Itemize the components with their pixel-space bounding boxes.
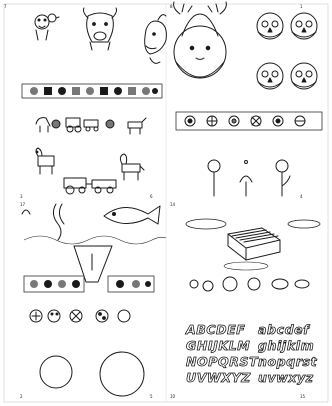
tractor-icon bbox=[64, 178, 116, 194]
page-number: 6 bbox=[150, 194, 153, 199]
wave-line bbox=[24, 236, 166, 244]
uppercase-row: GHIJKLM bbox=[186, 338, 251, 353]
lowercase-row: abcdef bbox=[258, 322, 310, 337]
alphabet-panel bbox=[170, 4, 318, 399]
fish-icon bbox=[104, 206, 160, 224]
page-number: 15 bbox=[300, 394, 306, 399]
picture-strip bbox=[30, 87, 158, 95]
mini-strip bbox=[30, 280, 80, 288]
uppercase-row: NOPQRST bbox=[186, 354, 259, 369]
ball-row bbox=[30, 310, 130, 322]
fruit-row bbox=[190, 277, 309, 291]
page-number: 4 bbox=[300, 194, 303, 199]
owl-grid bbox=[257, 13, 317, 89]
uppercase-row: ABCDEF bbox=[186, 322, 246, 337]
page-number: 5 bbox=[150, 394, 153, 399]
flowers-panel bbox=[208, 160, 290, 196]
page-number: 10 bbox=[170, 394, 176, 399]
fish-scene-panel bbox=[20, 202, 166, 292]
cow-face-icon bbox=[84, 8, 117, 50]
pond-outline bbox=[288, 220, 320, 228]
farm-panel bbox=[20, 148, 153, 199]
calf-icon bbox=[36, 148, 54, 174]
bud-icon bbox=[240, 161, 252, 197]
lowercase-row: ghijklm bbox=[258, 338, 315, 353]
tulip-icon bbox=[208, 160, 220, 196]
page-number: 14 bbox=[170, 202, 176, 207]
balls-panel bbox=[20, 310, 153, 399]
flower-strip bbox=[185, 116, 305, 126]
animal-row bbox=[36, 118, 146, 134]
page-number: 3 bbox=[20, 194, 23, 199]
daisy-icon bbox=[276, 160, 290, 196]
creatures-panel bbox=[4, 4, 166, 134]
moose-icon bbox=[174, 2, 227, 78]
page-number: 2 bbox=[20, 394, 23, 399]
large-circle bbox=[40, 356, 72, 388]
dog-head-icon bbox=[145, 15, 167, 64]
page-number: 17 bbox=[20, 202, 26, 207]
lowercase-row: nopqrst bbox=[258, 354, 318, 369]
mini-strip bbox=[116, 280, 151, 288]
moose-panel bbox=[170, 2, 322, 130]
page-number: 1 bbox=[300, 4, 303, 9]
page-number: 8 bbox=[170, 4, 173, 9]
horse-icon bbox=[120, 154, 144, 180]
large-circle bbox=[100, 352, 144, 396]
seaweed-icon bbox=[22, 204, 64, 240]
pool-box-icon bbox=[228, 228, 280, 260]
bird-icon bbox=[35, 15, 49, 40]
pond-outline bbox=[186, 219, 226, 229]
pool-panel bbox=[170, 202, 320, 291]
uppercase-row: UVWXYZ bbox=[186, 370, 251, 385]
funnel-diagram bbox=[74, 246, 112, 282]
page-number: 7 bbox=[4, 4, 7, 9]
pool-shadow bbox=[224, 262, 268, 270]
chick-icon bbox=[48, 14, 59, 22]
lowercase-row: uvwxyz bbox=[258, 370, 314, 385]
